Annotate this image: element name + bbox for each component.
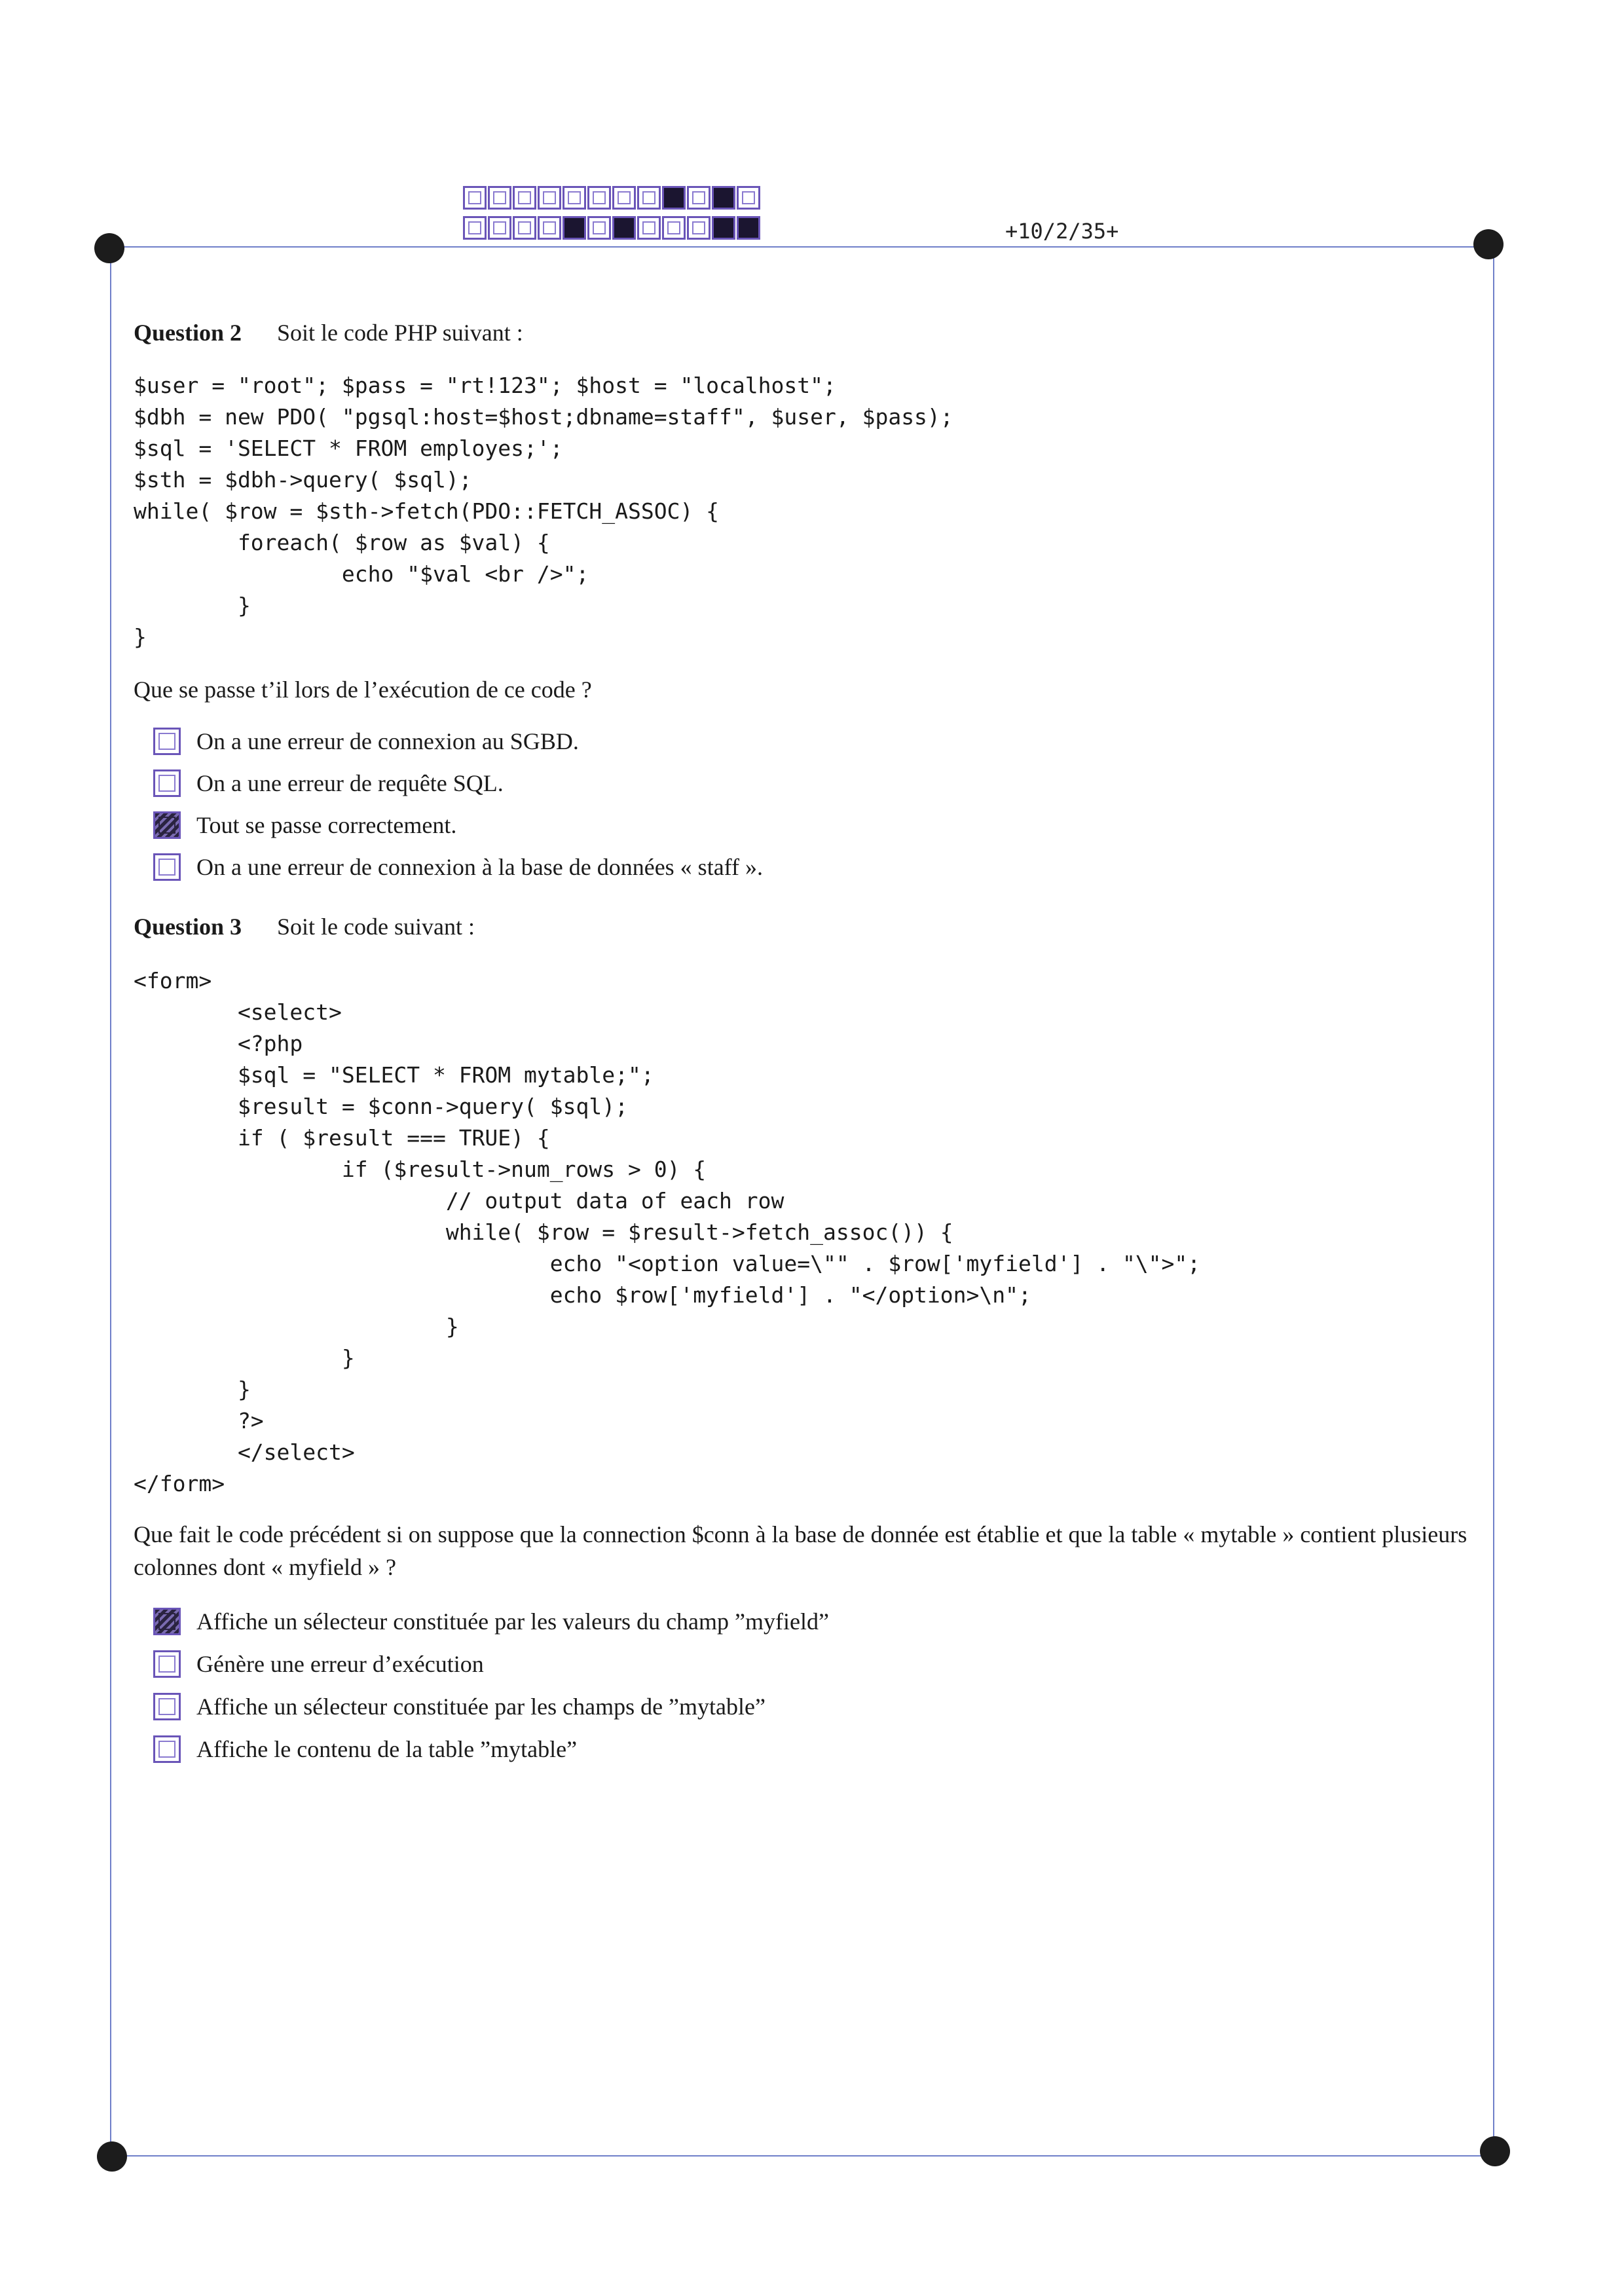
answer-label: Affiche un sélecteur constituée par les champs de ”mytable” (196, 1694, 766, 1720)
question-2-code: $user = "root"; $pass = "rt!123"; $host = "localhost"; $dbh = new PDO( "pgsql:host=$host;dbname=staff", $user, $pass); $sql = 'SELECT * FROM employes;'; $sth = $dbh->query( $sql); while( $row = $sth->fetch(PDO::FETCH_ASSOC) { foreach( $row as $val) { echo "$val <br />"; } } (134, 373, 953, 650)
question-2-intro: Soit le code PHP suivant : (277, 320, 523, 346)
checkbox[interactable] (153, 1650, 181, 1678)
checkbox[interactable] (153, 769, 181, 797)
question-3-prompt: Que fait le code précédent si on suppose que la connection $conn à la base de donnée est établie et que la table « mytable » contient plusieurs colonnes dont « myfield » ? (134, 1521, 1467, 1580)
question-2-prompt: Que se passe t’il lors de l’exécution de ce code ? (134, 676, 592, 703)
id-grid-box[interactable] (538, 216, 561, 240)
id-grid-box[interactable] (737, 186, 760, 210)
checked-checkbox[interactable] (153, 1608, 181, 1635)
checked-checkbox[interactable] (153, 811, 181, 839)
question-2-answer[interactable] (153, 807, 456, 843)
id-grid-box[interactable] (687, 186, 710, 210)
checkbox[interactable] (153, 1693, 181, 1720)
page-id: +10/2/35+ (1005, 219, 1119, 244)
id-grid-box[interactable] (662, 216, 686, 240)
id-grid-box[interactable] (463, 186, 487, 210)
checkbox[interactable] (153, 728, 181, 755)
answer-label: Affiche le contenu de la table ”mytable” (196, 1736, 578, 1762)
id-grid-box[interactable] (513, 186, 536, 210)
id-grid-box[interactable] (637, 186, 661, 210)
question-2-answer[interactable] (153, 765, 504, 802)
corner-mark-bottom-right (1480, 2136, 1510, 2166)
question-2-header (134, 319, 523, 346)
corner-mark-top-right (1473, 229, 1504, 259)
checkbox[interactable] (153, 1735, 181, 1763)
answer-label: On a une erreur de connexion au SGBD. (196, 728, 579, 754)
id-grid-row-1 (463, 186, 762, 212)
answer-label: Tout se passe correctement. (196, 812, 457, 838)
id-grid-box[interactable] (587, 216, 611, 240)
question-3-intro: Soit le code suivant : (277, 914, 475, 940)
id-grid-box[interactable] (463, 216, 487, 240)
id-grid-box[interactable] (563, 186, 586, 210)
checkbox[interactable] (153, 853, 181, 881)
id-grid-box[interactable] (538, 186, 561, 210)
id-grid-box[interactable] (712, 216, 735, 240)
id-grid-box[interactable] (687, 216, 710, 240)
question-2-number: Question 2 (134, 320, 242, 346)
corner-mark-bottom-left (97, 2141, 127, 2172)
question-3-answer[interactable] (153, 1646, 484, 1682)
answer-label: Affiche un sélecteur constituée par les valeurs du champ ”myfield” (196, 1608, 829, 1635)
question-3-answer[interactable] (153, 1731, 577, 1768)
id-grid-box[interactable] (662, 186, 686, 210)
answer-label: On a une erreur de connexion à la base de données « staff ». (196, 854, 764, 880)
corner-mark-top-left (94, 233, 124, 263)
id-grid-box[interactable] (637, 216, 661, 240)
question-3-number: Question 3 (134, 914, 242, 940)
id-grid-box[interactable] (612, 216, 636, 240)
id-grid-box[interactable] (737, 216, 760, 240)
question-3-answer[interactable] (153, 1688, 766, 1725)
question-2-answer[interactable] (153, 723, 579, 760)
id-grid-row-2 (463, 216, 762, 242)
question-3-answer[interactable] (153, 1603, 829, 1640)
id-grid-box[interactable] (563, 216, 586, 240)
id-grid-box[interactable] (513, 216, 536, 240)
answer-label: On a une erreur de requête SQL. (196, 770, 504, 796)
id-grid-box[interactable] (587, 186, 611, 210)
question-3-header (134, 913, 475, 940)
question-2-answer[interactable] (153, 849, 763, 885)
id-grid-box[interactable] (488, 216, 511, 240)
id-grid-box[interactable] (612, 186, 636, 210)
answer-label: Génère une erreur d’exécution (196, 1651, 484, 1677)
id-grid-box[interactable] (488, 186, 511, 210)
student-id-grid (463, 186, 762, 246)
id-grid-box[interactable] (712, 186, 735, 210)
question-3-code: <form> <select> <?php $sql = "SELECT * FROM mytable;"; $result = $conn->query( $sql); if ( $result === TRUE) { if ($result->num_rows > 0) { // output data of each row while( $row = $result->fetch_assoc()) { echo "<option value=\"" . $row['myfield'] . "\">"; echo $row['myfield'] . "</option>\n"; } } } ?> </select> </form> (134, 968, 1201, 1496)
